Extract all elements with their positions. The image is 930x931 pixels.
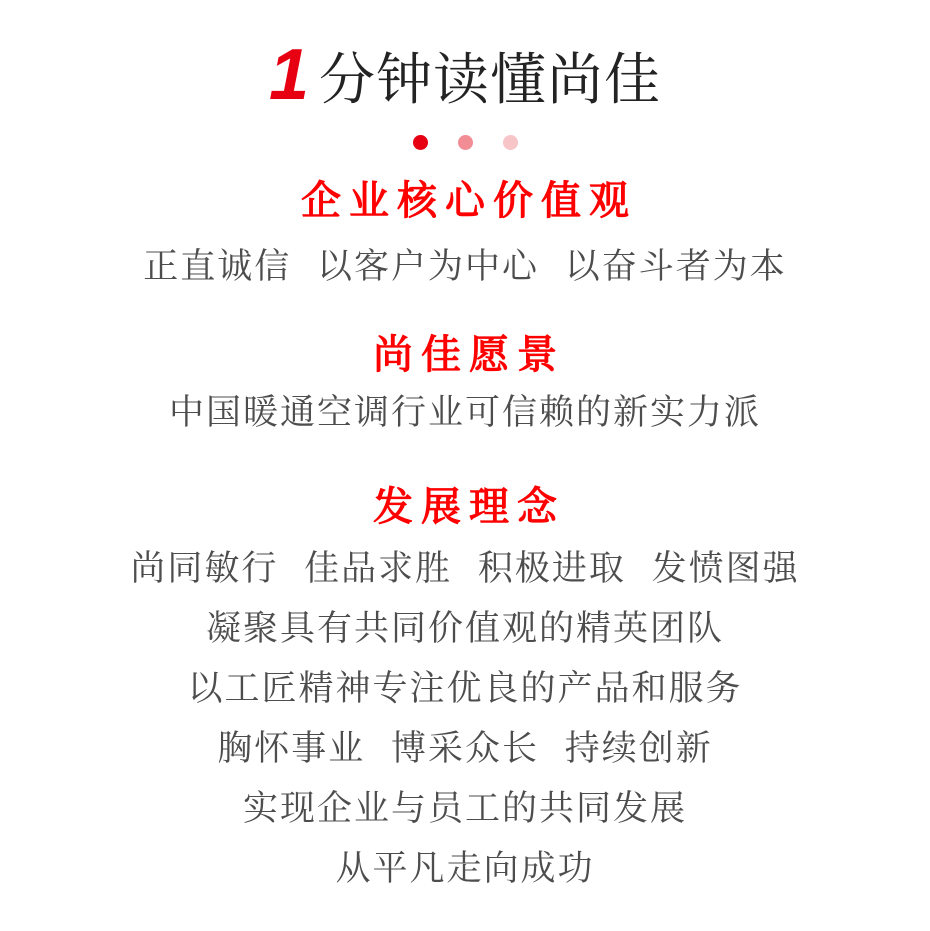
- core-values-heading: 企业核心价值观: [301, 179, 637, 223]
- concept-line: 以工匠精神专注优良的产品和服务: [187, 669, 743, 708]
- concept-line: 胸怀事业 博采众长 持续创新: [217, 729, 713, 768]
- core-values-line: 正直诚信 以客户为中心 以奋斗者为本: [143, 247, 787, 286]
- section-vision: [0, 331, 930, 443]
- concept-line: 实现企业与员工的共同发展: [242, 789, 687, 828]
- dot-pink-icon: [458, 135, 473, 150]
- page-title: [0, 0, 930, 115]
- title-number: 1: [268, 35, 310, 115]
- dot-red-icon: [413, 135, 428, 150]
- title-dots: [0, 135, 930, 150]
- development-concept-heading: 发展理念: [373, 485, 565, 529]
- dot-light-pink-icon: [503, 135, 518, 150]
- concept-line: 凝聚具有共同价值观的精英团队: [205, 609, 724, 648]
- concept-line: 尚同敏行 佳品求胜 积极进取 发愤图强: [130, 549, 800, 588]
- page-header: [0, 0, 930, 150]
- section-core-values: [0, 177, 930, 297]
- section-development-concept: [0, 483, 930, 899]
- concept-line: 从平凡走向成功: [335, 849, 595, 888]
- vision-line: 中国暖通空调行业可信赖的新实力派: [168, 393, 761, 432]
- vision-heading: 尚佳愿景: [373, 333, 565, 377]
- development-concept-lines: [0, 539, 930, 899]
- title-text: 分钟读懂尚佳: [319, 48, 662, 111]
